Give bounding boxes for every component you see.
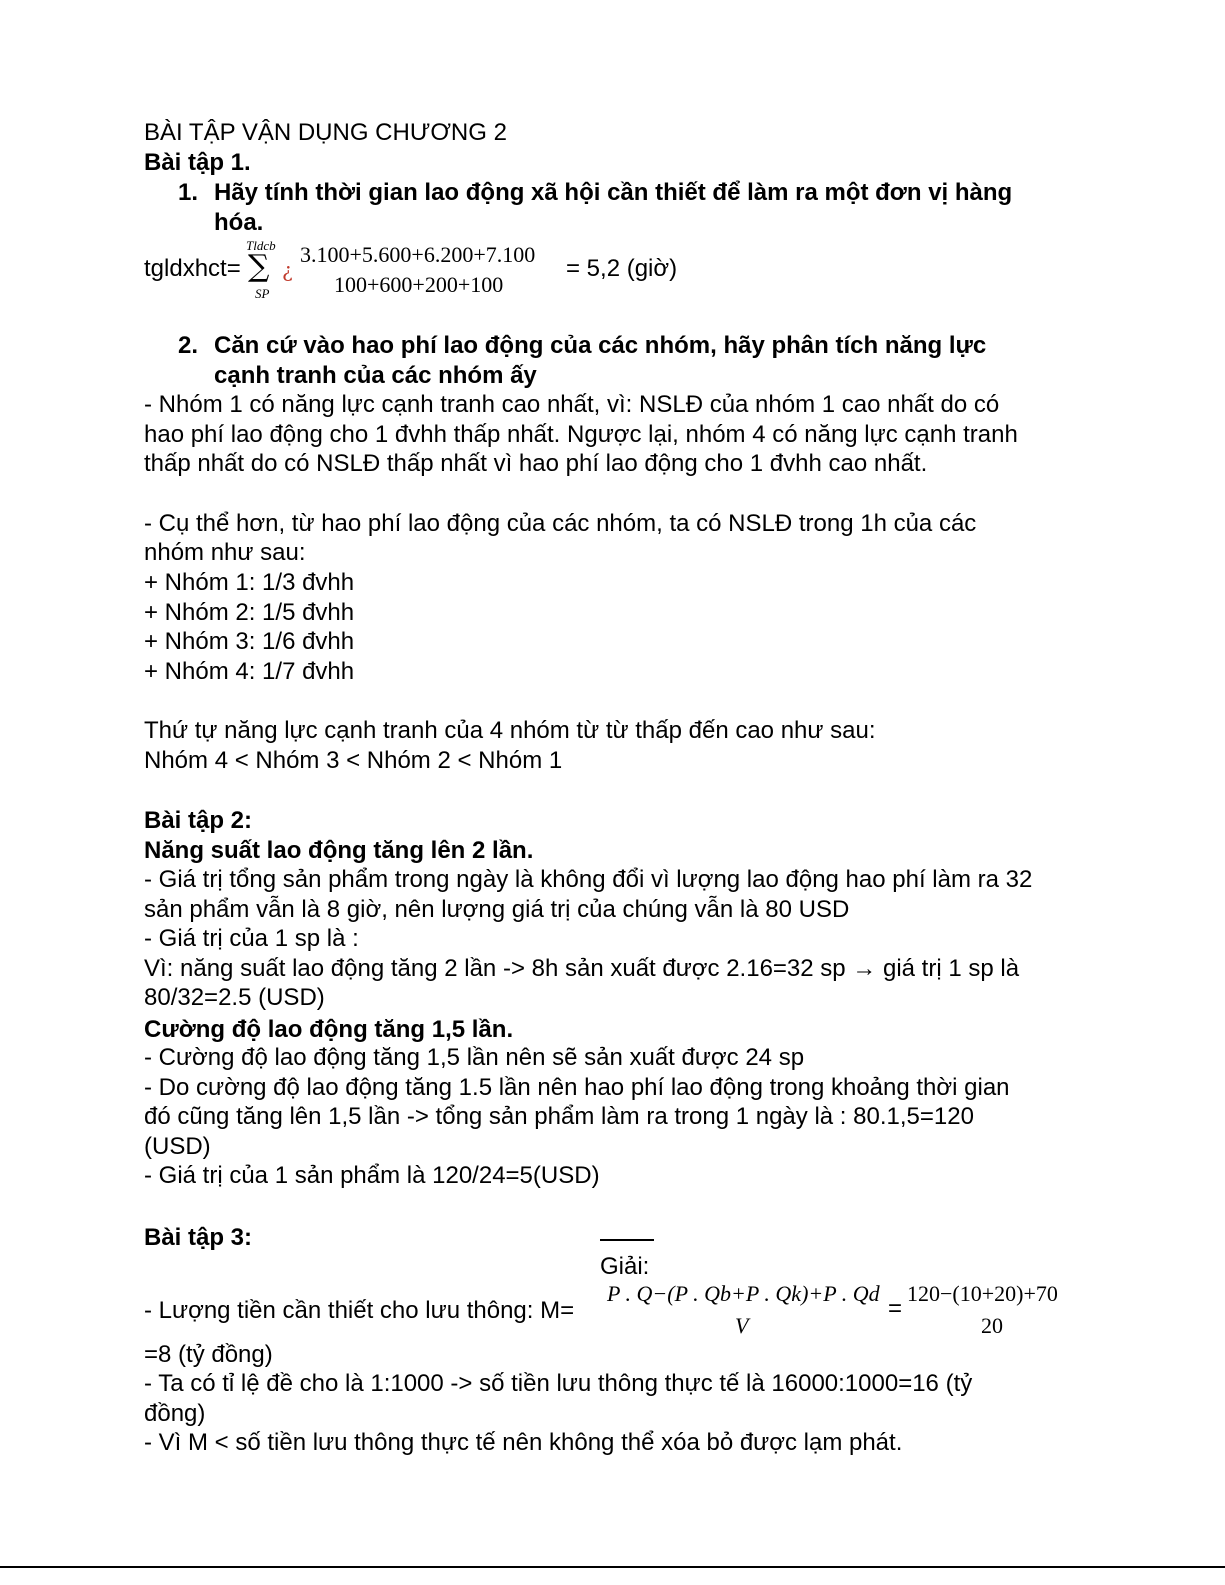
formula-numerator: P . Q−(P . Qb+P . Qk)+P . Qd — [607, 1281, 880, 1306]
question-2-text: Căn cứ vào hao phí lao động của các nhóm, hãy phân tích năng lực — [214, 332, 987, 359]
question-1-text: Hãy tính thời gian lao động xã hội cần thiết để làm ra một đơn vị hàng — [214, 179, 1013, 206]
paragraph-line: Vì: năng suất lao động tăng 2 lần -> 8h sản xuất được 2.16=32 sp → giá trị 1 sp là — [144, 955, 1020, 982]
formula-denominator: 100+600+200+100 — [334, 272, 504, 297]
question-1-number: 1. — [178, 179, 199, 206]
paragraph-line: - Cường độ lao động tăng 1,5 lần nên sẽ sản xuất được 24 sp — [144, 1044, 805, 1071]
paragraph-line: - Cụ thể hơn, từ hao phí lao động của các nhóm, ta có NSLĐ trong 1h của các — [144, 510, 977, 537]
formula-lhs: - Lượng tiền cần thiết cho lưu thông: M= — [144, 1297, 575, 1324]
group-productivity-item: + Nhóm 3: 1/6 đvhh — [144, 628, 355, 655]
document-title: BÀI TẬP VẬN DỤNG CHƯƠNG 2 — [144, 119, 507, 146]
paragraph-line: hao phí lao động cho 1 đvhh thấp nhất. Ngược lại, nhóm 4 có năng lực cạnh tranh — [144, 421, 1018, 448]
formula-result: = 5,2 (giờ) — [566, 255, 678, 282]
exercise-1-heading: Bài tập 1. — [144, 149, 251, 176]
exercise-2-subheading: Năng suất lao động tăng lên 2 lần. — [144, 837, 534, 864]
formula-numerator-values: 120−(10+20)+70 — [907, 1281, 1058, 1306]
question-1-text-cont: hóa. — [214, 209, 264, 236]
paragraph-line: - Nhóm 1 có năng lực cạnh tranh cao nhất, vì: NSLĐ của nhóm 1 cao nhất do có — [144, 391, 1000, 418]
paragraph-line: =8 (tỷ đồng) — [144, 1341, 273, 1368]
solution-label: Giải: — [600, 1253, 650, 1280]
formula-numerator: 3.100+5.600+6.200+7.100 — [300, 242, 536, 267]
decorative-rule — [600, 1239, 654, 1241]
formula-lhs: tgldxhct= — [144, 255, 241, 282]
paragraph-line: - Ta có tỉ lệ đề cho là 1:1000 -> số tiền lưu thông thực tế là 16000:1000=16 (tỷ — [144, 1370, 973, 1397]
paragraph-line: đó cũng tăng lên 1,5 lần -> tổng sản phẩm làm ra trong 1 ngày là : 80.1,5=120 — [144, 1103, 974, 1130]
paragraph-line: 80/32=2.5 (USD) — [144, 984, 325, 1011]
formula-denominator: V — [735, 1313, 749, 1338]
exercise-2-heading: Bài tập 2: — [144, 807, 253, 834]
paragraph-line: - Vì M < số tiền lưu thông thực tế nên không thể xóa bỏ được lạm phát. — [144, 1429, 903, 1456]
sigma-symbol: ∑ — [248, 249, 270, 284]
garbled-char: ¿ — [282, 258, 293, 282]
sum-subscript: SP — [255, 286, 270, 301]
exercise-3-heading: Bài tập 3: — [144, 1224, 253, 1251]
group-productivity-item: + Nhóm 2: 1/5 đvhh — [144, 599, 355, 626]
paragraph-line: thấp nhất do có NSLĐ thấp nhất vì hao phí lao động cho 1 đvhh cao nhất. — [144, 450, 928, 477]
question-2 — [178, 331, 986, 361]
paragraph-line: - Giá trị của 1 sản phẩm là 120/24=5(USD) — [144, 1162, 600, 1189]
paragraph-line: nhóm như sau: — [144, 539, 306, 566]
group-productivity-item: + Nhóm 4: 1/7 đvhh — [144, 658, 355, 685]
ranking-line: Nhóm 4 < Nhóm 3 < Nhóm 2 < Nhóm 1 — [144, 747, 563, 774]
page-bottom-border — [0, 1566, 1225, 1568]
formula-denominator-values: 20 — [981, 1313, 1003, 1338]
sum-superscript: Tldcb — [246, 238, 276, 253]
paragraph-line: Thứ tự năng lực cạnh tranh của 4 nhóm từ từ thấp đến cao như sau: — [144, 717, 876, 744]
paragraph-line: - Giá trị tổng sản phẩm trong ngày là không đổi vì lượng lao động hao phí làm ra 32 — [144, 866, 1033, 893]
paragraph-line: đồng) — [144, 1400, 206, 1427]
question-2-number: 2. — [178, 332, 199, 359]
paragraph-line: sản phẩm vẫn là 8 giờ, nên lượng giá trị của chúng vẫn là 80 USD — [144, 896, 850, 923]
exercise-2-subheading: Cường độ lao động tăng 1,5 lần. — [144, 1016, 514, 1043]
group-productivity-item: + Nhóm 1: 1/3 đvhh — [144, 569, 355, 596]
formula-equals: = — [888, 1295, 903, 1322]
question-2-text-cont: cạnh tranh của các nhóm ấy — [214, 362, 537, 389]
paragraph-line: - Giá trị của 1 sp là : — [144, 925, 359, 952]
paragraph-line: (USD) — [144, 1133, 211, 1160]
question-1 — [178, 178, 1012, 208]
paragraph-line: - Do cường độ lao động tăng 1.5 lần nên hao phí lao động trong khoảng thời gian — [144, 1074, 1010, 1101]
